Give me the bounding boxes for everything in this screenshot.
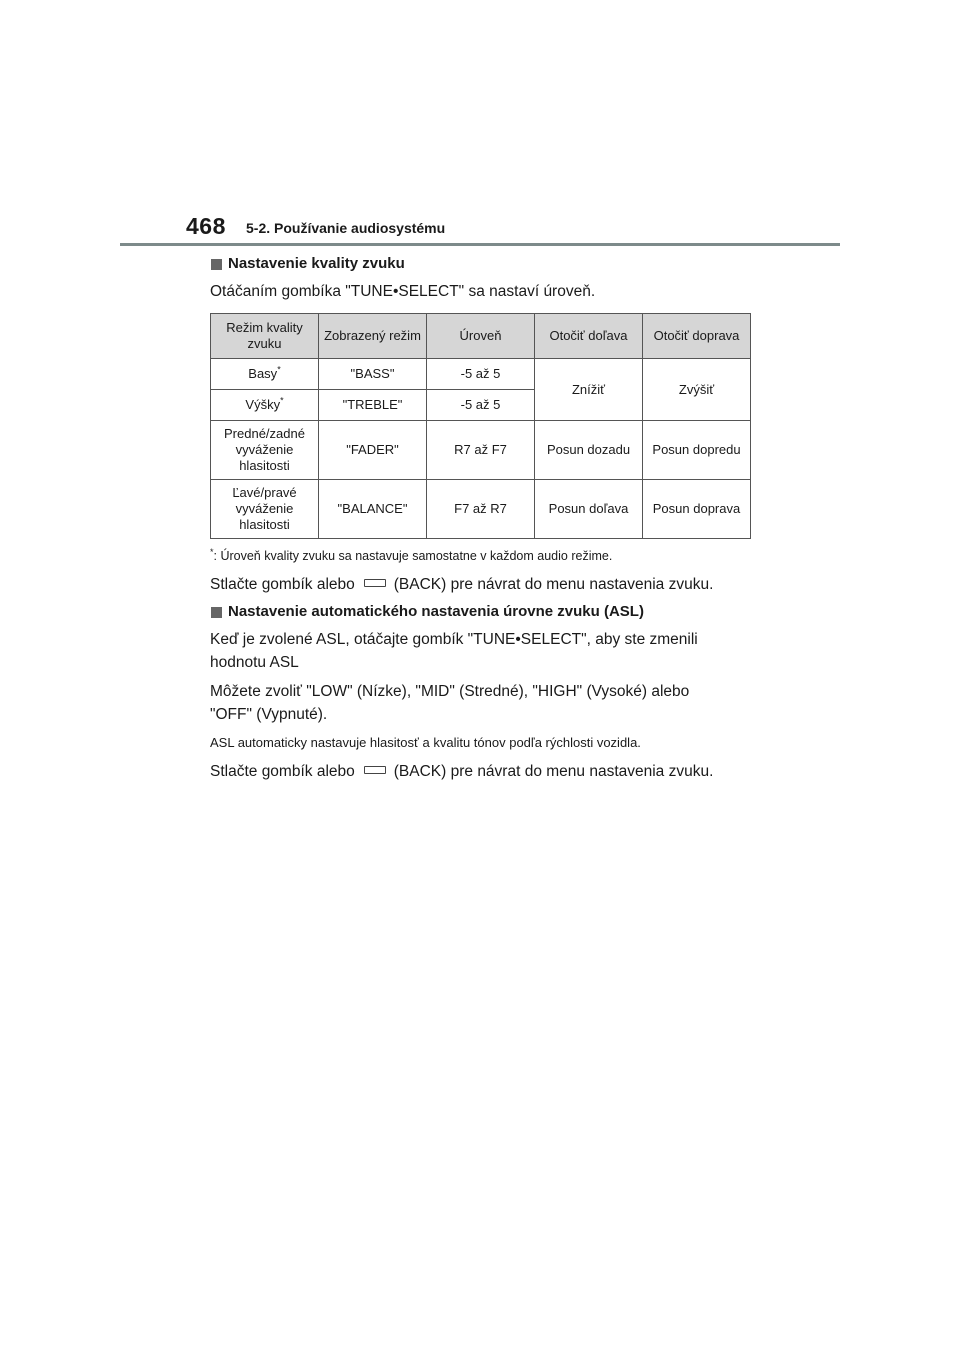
page-number: 468 (186, 213, 226, 239)
table-cell-level: F7 až R7 (427, 480, 535, 539)
table-cell-right: Posun dopredu (643, 421, 751, 480)
sound-quality-intro: Otáčaním gombíka "TUNE•SELECT" sa nastaví úroveň. (210, 283, 596, 300)
table-cell-right-merged: Zvýšiť (643, 359, 751, 421)
back-instruction: Stlačte gombík alebo (BACK) pre návrat do menu nastavenia zvuku. (210, 576, 714, 593)
table-cell-right: Posun doprava (643, 480, 751, 539)
table-header-cell: Otočiť doľava (535, 314, 643, 359)
asl-note: ASL automaticky nastavuje hlasitosť a kvalitu tónov podľa rýchlosti vozidla. (210, 735, 641, 750)
sound-quality-heading-text: Nastavenie kvality zvuku (228, 255, 405, 272)
table-cell-left: Posun dozadu (535, 421, 643, 480)
table-cell-mode: Ľavé/pravé vyváženie hlasitosti (211, 480, 319, 539)
table-header-cell: Režim kvality zvuku (211, 314, 319, 359)
section-title: 5-2. Používanie audiosystému (246, 220, 446, 236)
table-cell-display: "TREBLE" (319, 390, 427, 421)
table-row (211, 421, 751, 480)
back-instruction-2: Stlačte gombík alebo (BACK) pre návrat do menu nastavenia zvuku. (210, 763, 714, 780)
table-cell-display: "BASS" (319, 359, 427, 390)
table-cell-level: -5 až 5 (427, 390, 535, 421)
table-cell-mode: Výšky* (211, 390, 319, 421)
table-header-cell: Zobrazený režim (319, 314, 427, 359)
page-content (210, 254, 750, 783)
table-header-row (211, 314, 751, 359)
table-cell-display: "BALANCE" (319, 480, 427, 539)
table-row (211, 359, 751, 390)
asl-paragraph-2: Môžete zvoliť "LOW" (Nízke), "MID" (Stredné), "HIGH" (Vysoké) alebo "OFF" (Vypnuté). (210, 683, 690, 723)
back-button-icon (364, 579, 386, 587)
square-bullet-icon (211, 259, 222, 270)
asl-heading (210, 602, 750, 622)
table-cell-level: -5 až 5 (427, 359, 535, 390)
asl-paragraph-1: Keď je zvolené ASL, otáčajte gombík "TUNE•SELECT", aby ste zmenili hodnotu ASL (210, 631, 698, 671)
table-row (211, 480, 751, 539)
table-cell-mode: Predné/zadné vyváženie hlasitosti (211, 421, 319, 480)
table-cell-left-merged: Znížiť (535, 359, 643, 421)
table-cell-left: Posun doľava (535, 480, 643, 539)
table-footnote: *: Úroveň kvality zvuku sa nastavuje samostatne v každom audio režime. (210, 546, 613, 563)
sound-quality-table (210, 313, 751, 539)
table-header-cell: Otočiť doprava (643, 314, 751, 359)
sound-quality-heading (210, 254, 750, 274)
asl-heading-text: Nastavenie automatického nastavenia úrovne zvuku (ASL) (228, 603, 644, 620)
table-cell-mode: Basy* (211, 359, 319, 390)
table-cell-display: "FADER" (319, 421, 427, 480)
header-divider (120, 243, 840, 246)
table-cell-level: R7 až F7 (427, 421, 535, 480)
table-header-cell: Úroveň (427, 314, 535, 359)
back-button-icon (364, 766, 386, 774)
square-bullet-icon (211, 607, 222, 618)
